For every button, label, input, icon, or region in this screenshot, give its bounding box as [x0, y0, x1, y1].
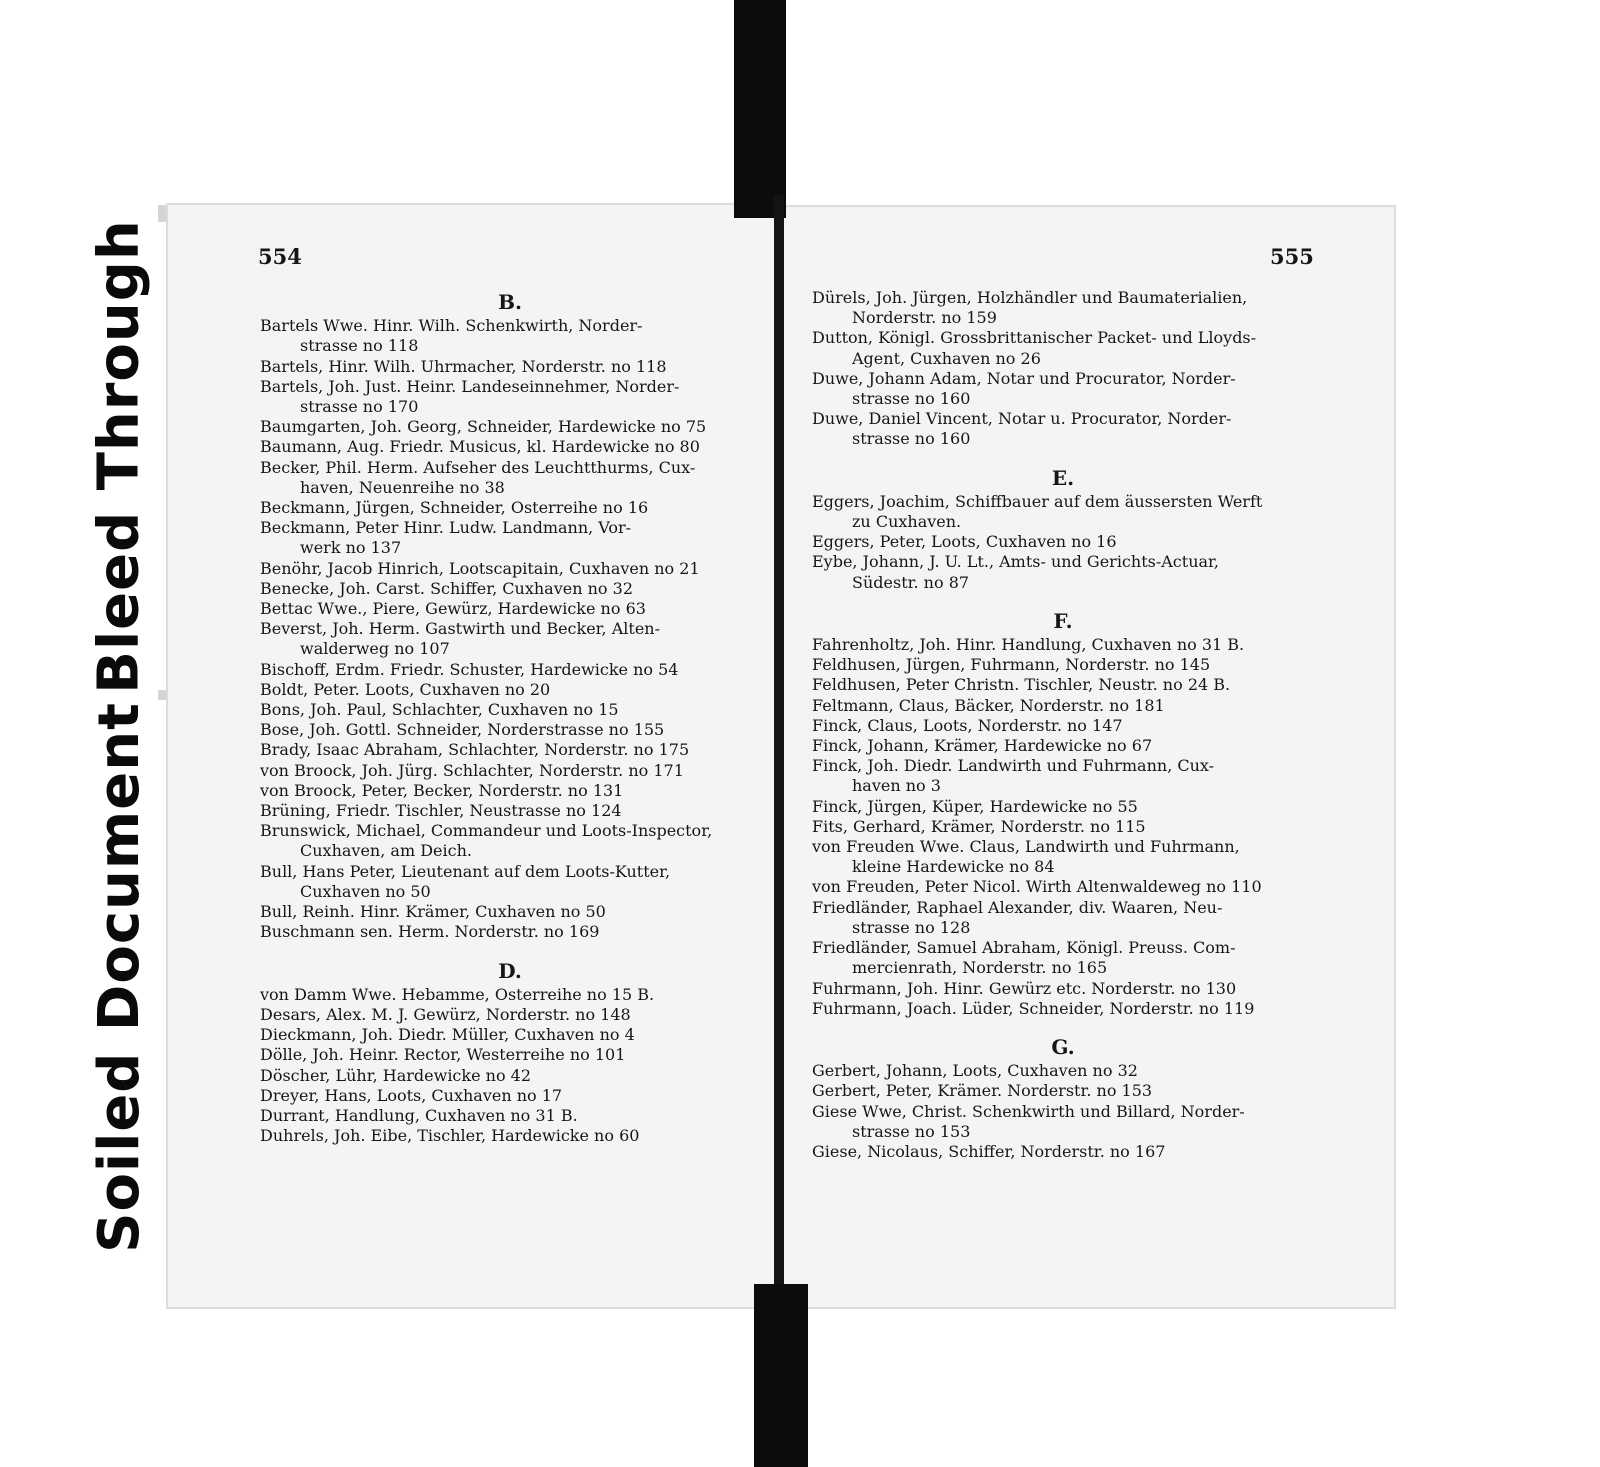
directory-entry: Bons, Joh. Paul, Schlachter, Cuxhaven no 15: [260, 700, 619, 720]
directory-entry: Feltmann, Claus, Bäcker, Norderstr. no 181: [812, 695, 1165, 715]
directory-entry: von Freuden Wwe. Claus, Landwirth und Fuhrmann,: [812, 837, 1240, 857]
directory-entry: Becker, Phil. Herm. Aufseher des Leuchtthurms, Cux-: [260, 457, 696, 477]
directory-entry: Desars, Alex. M. J. Gewürz, Norderstr. no 148: [260, 1004, 631, 1024]
directory-entry: Benecke, Joh. Carst. Schiffer, Cuxhaven no 32: [260, 578, 633, 598]
directory-entry-continuation: Cuxhaven no 50: [300, 881, 431, 901]
directory-entry: Finck, Johann, Krämer, Hardewicke no 67: [812, 736, 1153, 756]
directory-entry-continuation: kleine Hardewicke no 84: [852, 857, 1055, 877]
book-spine-top: [734, 0, 786, 218]
directory-entry: Beckmann, Peter Hinr. Ludw. Landmann, Vor-: [260, 518, 632, 538]
directory-entry: Dieckmann, Joh. Diedr. Müller, Cuxhaven no 4: [260, 1025, 635, 1045]
soiled-document-label: [70, 700, 168, 1255]
directory-entry: Bartels, Joh. Just. Heinr. Landeseinnehmer, Norder-: [260, 376, 680, 396]
directory-entry: Bischoff, Erdm. Friedr. Schuster, Hardewicke no 54: [260, 659, 679, 679]
directory-entry: Eybe, Johann, J. U. Lt., Amts- und Gerichts-Actuar,: [812, 552, 1220, 572]
directory-entry: Bettac Wwe., Piere, Gewürz, Hardewicke no 63: [260, 599, 646, 619]
directory-entry-continuation: strasse no 160: [852, 389, 971, 409]
directory-entry: Gerbert, Peter, Krämer. Norderstr. no 153: [812, 1081, 1153, 1101]
directory-entry: Brunswick, Michael, Commandeur und Loots-Inspector,: [260, 821, 713, 841]
directory-entry-continuation: mercienrath, Norderstr. no 165: [852, 958, 1108, 978]
left-page-directory: [260, 292, 760, 1146]
directory-entry: Eggers, Peter, Loots, Cuxhaven no 16: [812, 532, 1117, 552]
directory-entry-continuation: Agent, Cuxhaven no 26: [852, 348, 1041, 368]
directory-entry: Duwe, Johann Adam, Notar und Procurator, Norder-: [812, 368, 1236, 388]
book-gutter: [774, 195, 784, 1305]
directory-entry-continuation: zu Cuxhaven.: [852, 512, 962, 532]
directory-entry: Brady, Isaac Abraham, Schlachter, Norderstr. no 175: [260, 740, 690, 760]
directory-entry-continuation: strasse no 170: [300, 397, 419, 417]
directory-entry: Brüning, Friedr. Tischler, Neustrasse no 124: [260, 801, 622, 821]
directory-entry-continuation: haven, Neuenreihe no 38: [300, 477, 505, 497]
section-letter: E.: [1051, 465, 1075, 490]
section-letter: B.: [498, 290, 522, 314]
directory-entry: Benöhr, Jacob Hinrich, Lootscapitain, Cuxhaven no 21: [260, 558, 700, 578]
soiled-document-text: Soiled Document: [86, 702, 152, 1253]
directory-entry: Dreyer, Hans, Loots, Cuxhaven no 17: [260, 1085, 563, 1105]
directory-entry: Dürels, Joh. Jürgen, Holzhändler und Baumaterialien,: [812, 288, 1248, 307]
directory-entry: Feldhusen, Jürgen, Fuhrmann, Norderstr. no 145: [812, 655, 1211, 675]
book-spine-bottom: [754, 1284, 808, 1467]
directory-entry: Baumgarten, Joh. Georg, Schneider, Hardewicke no 75: [260, 417, 707, 437]
bleed-through-text: Bleed Through: [86, 218, 152, 694]
directory-entry: Friedländer, Raphael Alexander, div. Waaren, Neu-: [812, 897, 1223, 917]
directory-entry: Fahrenholtz, Joh. Hinr. Handlung, Cuxhaven no 31 B.: [812, 635, 1245, 655]
directory-entry: Bartels, Hinr. Wilh. Uhrmacher, Norderstr. no 118: [260, 356, 667, 376]
right-page-directory: [812, 288, 1314, 1162]
directory-entry-continuation: strasse no 118: [300, 336, 419, 356]
directory-entry: Bose, Joh. Gottl. Schneider, Norderstrasse no 155: [260, 720, 665, 740]
directory-entry: Finck, Joh. Diedr. Landwirth und Fuhrmann, Cux-: [812, 756, 1215, 776]
directory-entry: Bartels Wwe. Hinr. Wilh. Schenkwirth, Norder-: [260, 316, 643, 336]
directory-entry: Dölle, Joh. Heinr. Rector, Westerreihe no 101: [260, 1045, 626, 1065]
directory-entry: von Damm Wwe. Hebamme, Osterreihe no 15 B.: [260, 984, 655, 1004]
bleed-through-label: [70, 218, 168, 694]
directory-entry: Fuhrmann, Joh. Hinr. Gewürz etc. Norderstr. no 130: [812, 978, 1237, 998]
directory-entry: Baumann, Aug. Friedr. Musicus, kl. Hardewicke no 80: [260, 437, 700, 457]
page-number-left: 554: [258, 244, 302, 269]
directory-entry: Duhrels, Joh. Eibe, Tischler, Hardewicke no 60: [260, 1126, 640, 1146]
directory-entry-continuation: strasse no 160: [852, 429, 971, 449]
directory-entry-continuation: strasse no 128: [852, 917, 971, 937]
directory-entry: Dutton, Königl. Grossbrittanischer Packet- und Lloyds-: [812, 328, 1257, 348]
directory-entry: Boldt, Peter. Loots, Cuxhaven no 20: [260, 679, 551, 699]
directory-entry: Bull, Reinh. Hinr. Krämer, Cuxhaven no 50: [260, 902, 606, 922]
page-number-right: 555: [1270, 244, 1314, 269]
section-letter: D.: [498, 958, 522, 983]
directory-entry: Fuhrmann, Joach. Lüder, Schneider, Norderstr. no 119: [812, 998, 1255, 1018]
directory-entry: Gerbert, Johann, Loots, Cuxhaven no 32: [812, 1061, 1138, 1081]
directory-entry: Beverst, Joh. Herm. Gastwirth und Becker, Alten-: [260, 619, 661, 639]
directory-entry-continuation: werk no 137: [300, 538, 402, 558]
directory-entry-continuation: strasse no 153: [852, 1121, 971, 1141]
directory-entry: Duwe, Daniel Vincent, Notar u. Procurator, Norder-: [812, 409, 1232, 429]
directory-entry: Finck, Claus, Loots, Norderstr. no 147: [812, 715, 1123, 735]
directory-entry: von Broock, Joh. Jürg. Schlachter, Norderstr. no 171: [260, 760, 684, 780]
directory-entry: Giese Wwe, Christ. Schenkwirth und Billard, Norder-: [812, 1101, 1245, 1121]
directory-entry-continuation: Cuxhaven, am Deich.: [300, 841, 472, 861]
directory-entry-continuation: walderweg no 107: [300, 639, 450, 659]
directory-entry: Buschmann sen. Herm. Norderstr. no 169: [260, 922, 600, 942]
directory-entry: Bull, Hans Peter, Lieutenant auf dem Loots-Kutter,: [260, 861, 671, 881]
directory-entry: Friedländer, Samuel Abraham, Königl. Preuss. Com-: [812, 938, 1236, 958]
directory-entry-continuation: Südestr. no 87: [852, 572, 970, 592]
directory-entry: von Freuden, Peter Nicol. Wirth Altenwaldeweg no 110: [812, 877, 1262, 897]
directory-entry: von Broock, Peter, Becker, Norderstr. no 131: [260, 780, 624, 800]
section-letter: F.: [1053, 608, 1073, 633]
directory-entry: Durrant, Handlung, Cuxhaven no 31 B.: [260, 1105, 578, 1125]
directory-entry-continuation: haven no 3: [852, 776, 941, 796]
directory-entry: Beckmann, Jürgen, Schneider, Osterreihe no 16: [260, 498, 649, 518]
directory-entry: Giese, Nicolaus, Schiffer, Norderstr. no 167: [812, 1141, 1166, 1161]
directory-entry-continuation: Norderstr. no 159: [852, 308, 997, 328]
section-letter: G.: [1051, 1034, 1075, 1059]
directory-entry: Feldhusen, Peter Christn. Tischler, Neustr. no 24 B.: [812, 675, 1231, 695]
directory-entry: Döscher, Lühr, Hardewicke no 42: [260, 1065, 532, 1085]
directory-entry: Finck, Jürgen, Küper, Hardewicke no 55: [812, 796, 1138, 816]
directory-entry: Eggers, Joachim, Schiffbauer auf dem äussersten Werft: [812, 491, 1263, 511]
directory-entry: Fits, Gerhard, Krämer, Norderstr. no 115: [812, 816, 1146, 836]
